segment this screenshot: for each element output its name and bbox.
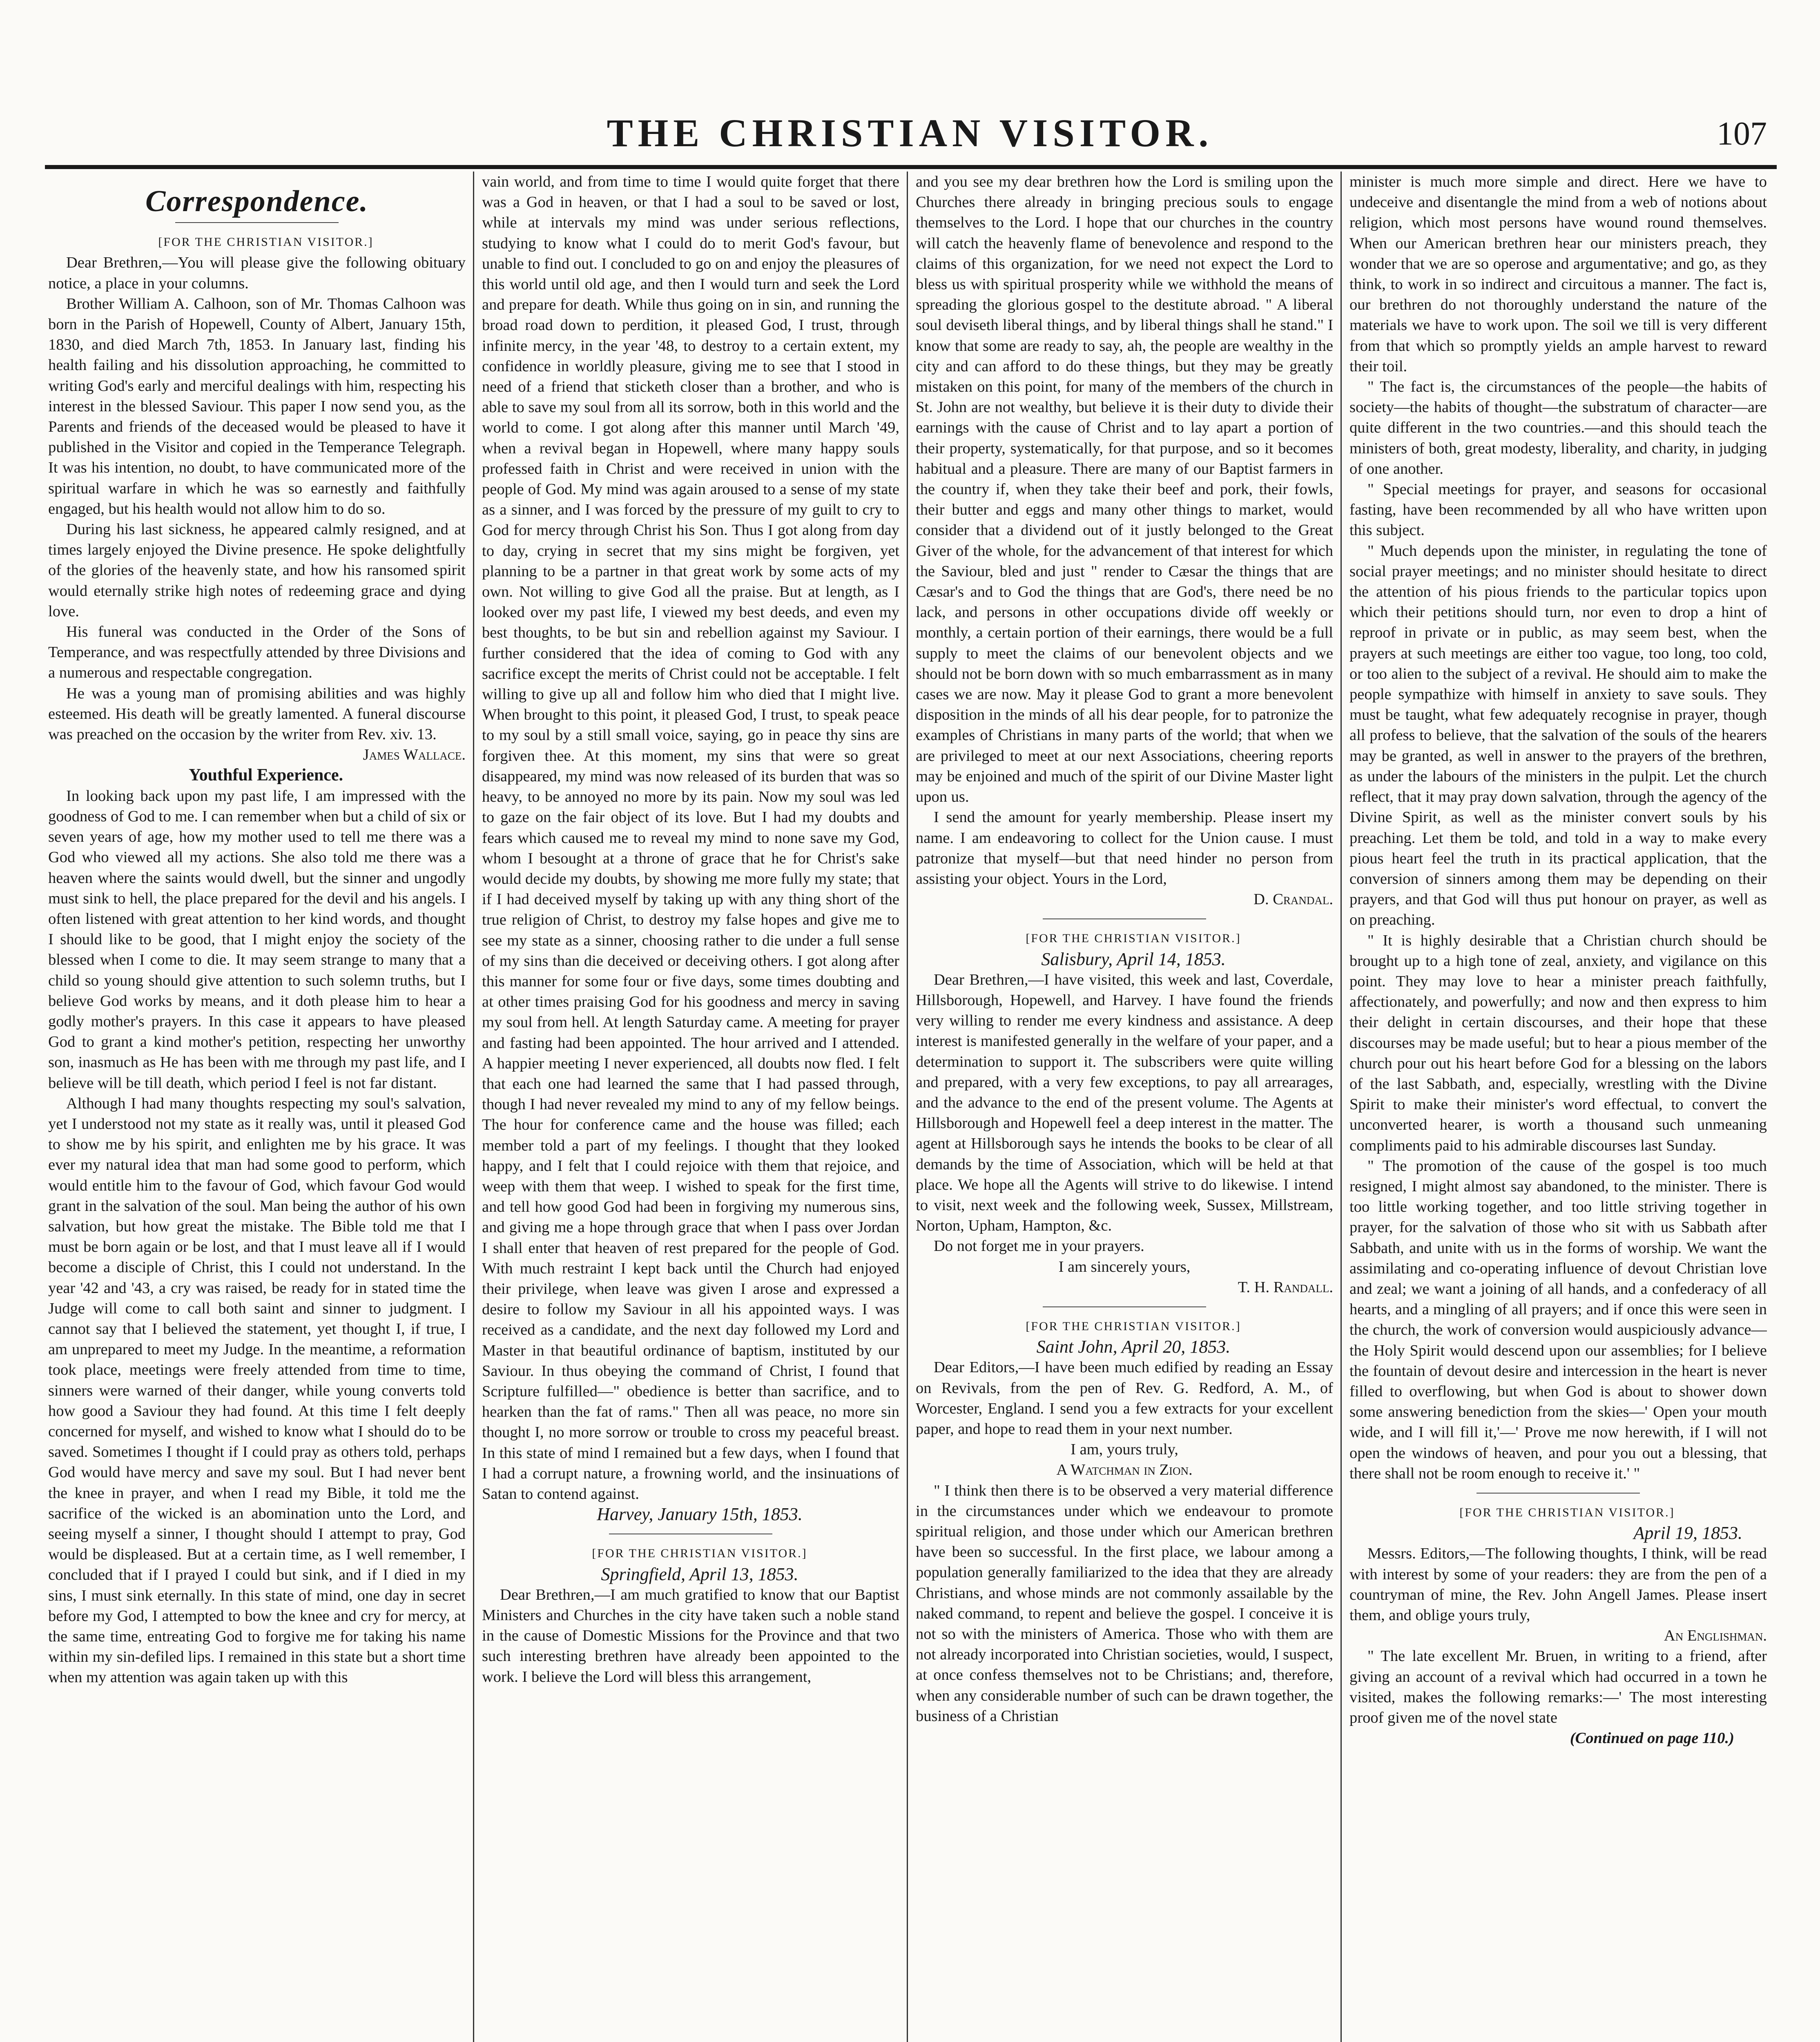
paragraph: Although I had many thoughts respecting my soul's salvation, yet I understood not my state as it really was, until it pleased God to show me by his spirit, and enlighten me by his grace. It was ever my natural idea that man had some good to perform, which would entitle him to the favour of God, which favour God would grant in the salvation of the soul. Man being the author of his own salvation, but how great the mistake. The Bible told me that I must be born again or be lost, and that I must leave all if I would become a disciple of Christ, this I could not understand. In the year '42 and '43, a cry was raised, be ready for in stated time the Judge will come to call both saint and sinner to judgment. I cannot say that I believed the statement, yet thought I, if true, I am unprepared to meet my Judge. In the meantime, a reformation took place, meetings were freely attended from time to time, sinners were warned of their danger, while young converts told how good a Saviour they had found. At this time I felt deeply concerned for myself, and wished to know what I should do to be saved. Sometimes I thought if I could pray as others told, perhaps God would have mercy and save my soul. But I had never bent the knee in prayer, and when I read my Bible, it told me the sacrifice of the wicked is an abomination unto the Lord, and seeing myself a sinner, I thought should I attempt to pray, God would be displeased. But at a certain time, as I well remember, I concluded that if I prayed I could but sink, and if I died in my sins, I must sink eternally. In this state of mind, one day in secret before my God, I attempted to bow the knee and cry for mercy, at the same time, entreating God to forgive me for taking his name within my sin-defiled lips. I remained in this state but a short time when my attention was again taken up with this [48,1095,466,1686]
article-title: Youthful Experience. [189,766,343,785]
paragraph: " It is highly desirable that a Christian church should be brought up to a high tone of zeal, anxiety, and vigilance on this point. They may love to hear a minister preach faithfully, affectionately, and powerfully; and now and then express to him their delight in certain discourses, and their hope that these discourses may be made useful; but to hear a pious member of the church pour out his heart before God for a blessing on the labors of the last Sabbath, and, especially, wrestling with the Divine Spirit to make their minister's word effectual, to convert the unconverted hearer, is worth a thousand such unmeaning compliments paid to his admirable discourses last Sunday. [1349,932,1767,1154]
section-title: Correspondence. [145,185,368,218]
paragraph: His funeral was conducted in the Order of the Sons of Temperance, and was respectfully attended by three Divisions and a numerous and respectable congregation. [48,623,466,682]
column-divider [907,172,908,2042]
masthead-rule [45,165,1777,169]
divider [1043,918,1206,919]
dateline: April 19, 1853. [1633,1523,1742,1543]
signature: James Wallace. [363,746,466,764]
article-header: [FOR THE CHRISTIAN VISITOR.] [1459,1506,1675,1519]
columns [48,172,1774,2042]
article-header: [FOR THE CHRISTIAN VISITOR.] [592,1547,807,1560]
paragraph: Dear Brethren,—You will please give the following obituary notice, a place in your columns. [48,254,466,292]
dateline: Springfield, April 13, 1853. [601,1564,798,1584]
divider [1043,1306,1206,1307]
paragraph: Dear Editors,—I have been much edified by reading an Essay on Revivals, from the pen of Rev. G. Redford, A. M., of Worcester, England. I send you a few extracts for your excellent paper, and hope to read them in your next number. [916,1359,1333,1438]
article-header: [FOR THE CHRISTIAN VISITOR.] [1026,932,1241,945]
paragraph: I am, yours truly, [1071,1441,1178,1458]
paragraph: " Much depends upon the minister, in regulating the tone of social prayer meetings; and no minister should hesitate to direct the attention of his pious friends to the particular topics upon which their petitions should turn, nor even to drop a hint of reproof in private or in public, as may seem best, when the prayers at such meetings are either too vague, too long, too cold, or too alien to the subject of a revival. He should aim to make the people sympathize with himself in anxiety to save souls. They must be taught, what few adequately recognise in prayer, though all profess to believe, that the salvation of the souls of the hearers may be granted, as well in answer to the prayers of the brethren, as under the labours of the ministers in the pulpit. Let the church reflect, that it may pray down salvation, through the agency of the Divine Spirit, as well as the minister convert souls by his preaching. Let them be told, and told in a way to make every pious heart feel the truth in its practical application, that the conversion of sinners among them may be depending on their prayers, and that God will thus put honour on prayer, as well as on preaching. [1349,542,1767,929]
signature: T. H. Randall. [1238,1278,1333,1296]
column-2 [482,172,899,2042]
column-4 [1349,172,1767,2042]
paragraph: " Special meetings for prayer, and seasons for occasional fasting, have been recommended by all who have written upon this subject. [1349,481,1767,539]
paragraph: Dear Brethren,—I am much gratified to know that our Baptist Ministers and Churches in the city have taken such a noble stand in the cause of Domestic Missions for the Province and that two such interesting brethren have already been appointed to the work. I believe the Lord will bless this arrangement, [482,1586,899,1685]
dateline: Salisbury, April 14, 1853. [1041,949,1226,969]
dateline: Harvey, January 15th, 1853. [597,1504,803,1525]
paragraph: " The fact is, the circumstances of the people—the habits of society—the habits of thought—the substratum of character—are quite different in the two countries.—and this should teach the ministers of both, great modesty, liberality, and charity, in judging of one another. [1349,378,1767,477]
divider [175,222,339,223]
paragraph: In looking back upon my past life, I am impressed with the goodness of God to me. I can remember when but a child of six or seven years of age, how my mother used to tell me there was a God who viewed all my actions. She also told me there was a heaven where the saints would dwell, but the sinner and ungodly must sink to hell, the place prepared for the devil and his angels. I often listened with great attention to her kind words, and thought I should like to be good, that I might enjoy the society of the blessed when I come to die. It may seem strange to many that a child so young should give attention to such solemn truths, but I believe God works by means, and it doth please him to hear a godly mother's prayers. In this case it appears to have pleased God to grant a kind mother's petition, respecting her unworthy son, inasmuch as He has been with me through my past life, and I believe will be till death, which period I feel is not far distant. [48,787,466,1092]
paragraph: " The late excellent Mr. Bruen, in writing to a friend, after giving an account of a revival which had occurred in a town he visited, makes the following remarks:—' The most interesting proof given me of the novel state [1349,1647,1767,1727]
paragraph: During his last sickness, he appeared calmly resigned, and at times largely enjoyed the Divine presence. He spoke delightfully of the glories of the heavenly state, and how his ransomed spirit would eternally strike high notes of redeeming grace and dying love. [48,521,466,620]
dateline: Saint John, April 20, 1853. [1036,1337,1231,1357]
paragraph: " The promotion of the cause of the gospel is too much resigned, I might almost say abandoned, to the minister. There is too little working together, and too little striving together in prayer, for the salvation of those who sit with us Sabbath after Sabbath, and unite with us in the forms of worship. We want the assimilating and co-operating influence of devout Christian love and zeal; we want a joining of all hands, and a confederacy of all hearts, and a mingling of all prayers; and if once this were seen in the church, the work of conversion would auspiciously advance—the Holy Spirit would descend upon our assemblies; for I believe the fountain of devout desire and intercession in the heart is never filled to overflowing, but when God is about to shower down some answering benediction from the skies—' Open your mouth wide, and I will fill it,'—' Prove me now herewith, if I will not open the windows of heaven, and pour you out a blessing, that there shall not be room enough to receive it.' " [1349,1157,1767,1482]
paragraph: Messrs. Editors,—The following thoughts, I think, will be read with interest by some of your readers: they are from the pen of a countryman of mine, the Rev. John Angell James. Please insert them, and oblige yours truly, [1349,1545,1767,1624]
article-header: [FOR THE CHRISTIAN VISITOR.] [1026,1319,1241,1333]
masthead [0,110,1820,167]
page-number: 107 [1717,115,1767,152]
paragraph: Do not forget me in your prayers. [934,1237,1144,1255]
continued-note: (Continued on page 110.) [1570,1730,1734,1747]
paragraph: I am sincerely yours, [1058,1258,1191,1275]
column-divider [1340,172,1342,2042]
paragraph: He was a young man of promising abilities and was highly esteemed. His death will be greatly lamented. A funeral discourse was preached on the occasion by the writer from Rev. xiv. 13. [48,684,466,743]
paragraph: I send the amount for yearly membership. Please insert my name. I am endeavoring to collect for the Union cause. I must patronize that myself—but that need hinder no person from assisting your object. Yours in the Lord, [916,809,1333,887]
signature: D. Crandal. [1253,891,1333,908]
paragraph: vain world, and from time to time I would quite forget that there was a God in heaven, or that I had a soul to be saved or lost, while at intervals my mind was under serious reflections, studying to know what I could do to merit God's favour, but unable to find out. I concluded to go on and enjoy the pleasures of this world until old age, and then I would turn and seek the Lord and prepare for death. While thus going on in sin, and running the broad road down to perdition, it pleased God, I trust, through infinite mercy, in the year '48, to destroy to a certain extent, my confidence in worldly pleasure, giving me to see that I stood in need of a friend that sticketh closer than a brother, and who is able to save my soul from all its sorrow, both in this world and the world to come. I got along after this manner until March '49, when a revival began in Hopewell, where many happy souls professed faith in Christ and were received in union with the people of God. My mind was again aroused to a sense of my state as a sinner, and I was forced by the pressure of my guilt to cry to God for mercy through Christ his Son. Thus I got along from day to day, crying in secret that my sins might be forgiven, yet planning to be a partner in that great work by some acts of my own. Not willing to give God all the praise. But at length, as I looked over my past life, I viewed my best deeds, and even my best thoughts, to be but sin and rebellion against my Saviour. I further considered that the idea of coming to God with any sacrifice except the merits of Christ could not be acceptable. I felt willing to give up all and follow him who died that I might live. When brought to this point, it pleased God, I trust, to speak peace to my soul by a still small voice, saying, go in peace thy sins are forgiven thee. At this moment, my sins that were so great disappeared, my mind was now released of its burden that was so heavy, to be annoyed no more by its pain. Now my soul was led to gaze on the fair object of its love. But I had my doubts and fears which caused me to reveal my mind to none save my God, whom I besought at a throne of grace that he for Christ's sake would decide my doubts, by showing me more fully my state; that if I had deceived myself by taking up with any thing short of the true religion of Christ, to destroy my false hopes and give me to see my state as a sinner, choosing rather to die under a full sense of my sins than die deceived or deceiving others. I got along after this manner for some four or five days, some times doubting and at other times praising God for his goodness and mercy in saving my soul from hell. At length Saturday came. A meeting for prayer and fasting had been appointed. The hour arrived and I attended. A happier meeting I never experienced, all doubts now fled. I felt that each one had learned the same that I had passed through, though I had never revealed my mind to any of my fellow beings. The hour for conference came and the house was filled; each member told a part of my feelings. I thought that they looked happy, and I felt that I could rejoice with them that rejoice, and weep with them that weep. I wished to speak for the first time, and tell how good God had been in forgiving my numerous sins, and giving me a hope through grace that when I pass over Jordan I shall enter that heaven of rest prepared for the people of God. With much restraint I kept back until the Church had enjoyed their privilege, when leave was given I arose and expressed a desire to follow my Saviour in all his appointed ways. I was received as a candidate, and the next day followed my Lord and Master in that beautiful ordinance of baptism, instituted by our Saviour. In thus obeying the command of Christ, I found that Scripture fulfilled—" obedience is better than sacrifice, and to hearken than the fat of rams." Then all was peace, no more sin thought I, no more sorrow or trouble to cross my peaceful breast. In this state of mind I remained but a few days, when I found that I had a corrupt nature, a frowning world, and the insinuations of Satan to contend against. [482,173,899,1503]
column-divider [473,172,474,2042]
paragraph: minister is much more simple and direct. Here we have to undeceive and disentangle the mind from a web of notions about religion, which most persons have wound round themselves. When our American brethren hear our ministers preach, they wonder that we are so operose and argumentative; and go, as they think, to work in so indirect and circuitous a manner. The fact is, our brethren do not thoroughly understand the nature of the materials we have to work upon. The soil we till is very different from that which so promptly yields an ample harvest to reward their toil. [1349,173,1767,375]
paragraph: and you see my dear brethren how the Lord is smiling upon the Churches there already in bringing precious souls to engage themselves to the Lord. I hope that our churches in the country will catch the heavenly flame of benevolence and respond to the claims of this organization, for we need not expect the Lord to bless us with spiritual prosperity while we withhold the means of spreading the glorious gospel to the destitute abroad. " A liberal soul deviseth liberal things, and by liberal things shall he stand." I know that some are ready to say, ah, the people are wealthy in the city and can afford to do these things, but they may be greatly mistaken on this point, for many of the members of the church in St. John are not wealthy, but believe it is their duty to divide their earnings with the cause of Christ and to lay apart a portion of their property, systematically, for that purpose, and so it becomes habitual and a pleasure. There are many of our Baptist farmers in the country if, when they take their beef and pork, their fowls, their butter and eggs and many other things to market, would consider that a dividend out of it justly belonged to the Great Giver of the whole, for the advancement of that interest for which the Saviour, bled and just " render to Cæsar the things that are Cæsar's and to God the things that are God's, there need be no lack, and persons in other occupations divide off weekly or monthly, a certain portion of their earnings, there would be a full supply to meet the claims of our benevolent objects and we should not be born down with so much embarrassment as in many cases we are now. May it please God to grant a more benevolent disposition in the minds of all his dear people, for to patronize the examples of Christians in many parts of the world; that when we are privileged to meet at our next Associations, cheering reports may be enjoined and much of the spirit of our Divine Master light upon us. [916,173,1333,806]
signature: A Watchman in Zion. [1056,1461,1193,1479]
article-header: [FOR THE CHRISTIAN VISITOR.] [158,235,374,249]
paragraph: Brother William A. Calhoon, son of Mr. Thomas Calhoon was born in the Parish of Hopewell, County of Albert, January 15th, 1830, and died March 7th, 1853. In January last, finding his health failing and his dissolution approaching, he committed to writing God's early and merciful dealings with him, respecting his interest in the blessed Saviour. This paper I now send you, as the Parents and friends of the deceased would be pleased to have it published in the Visitor and copied in the Temperance Telegraph. It was his intention, no doubt, to have communicated more of the spiritual warfare in which he was so earnestly and faithfully engaged, but his health would not allow him to do so. [48,295,466,517]
column-3 [916,172,1333,2042]
signature: An Englishman. [1664,1627,1767,1645]
paragraph: Dear Brethren,—I have visited, this week and last, Coverdale, Hillsborough, Hopewell, and Harvey. I have found the friends very willing to render me every kindness and assistance. A deep interest is manifested generally in the welfare of your paper, and a determination to support it. The subscribers were quite willing and prepared, with a very few exceptions, to pay all arrearages, and the advance to the end of the present volume. The Agents at Hillsborough and Hopewell feel a deep interest in the matter. The agent at Hillsborough says he intends the books to be clear of all demands by the time of Association, which will be held at that place. We hope all the Agents will strive to do likewise. I intend to visit, next week and the following week, Sussex, Millstream, Norton, Upham, Hampton, &c. [916,971,1333,1235]
masthead-title: THE CHRISTIAN VISITOR. [607,111,1213,155]
divider [1477,1493,1640,1494]
column-1 [48,172,466,2042]
paragraph: " I think then there is to be observed a very material difference in the circumstances under which we endeavour to promote spiritual religion, and those under which our American brethren have been so successful. In the first place, we labour among a population generally familiarized to the idea that they are already Christians, and whose minds are not commonly assailable by the naked command, to repent and believe the gospel. I conceive it is not so with the ministers of America. Those who with them are not already incorporated into Christian societies, would, I suspect, at once confess themselves not to be Christians; and, therefore, when any considerable number of such can be drawn together, the business of a Christian [916,1482,1333,1725]
